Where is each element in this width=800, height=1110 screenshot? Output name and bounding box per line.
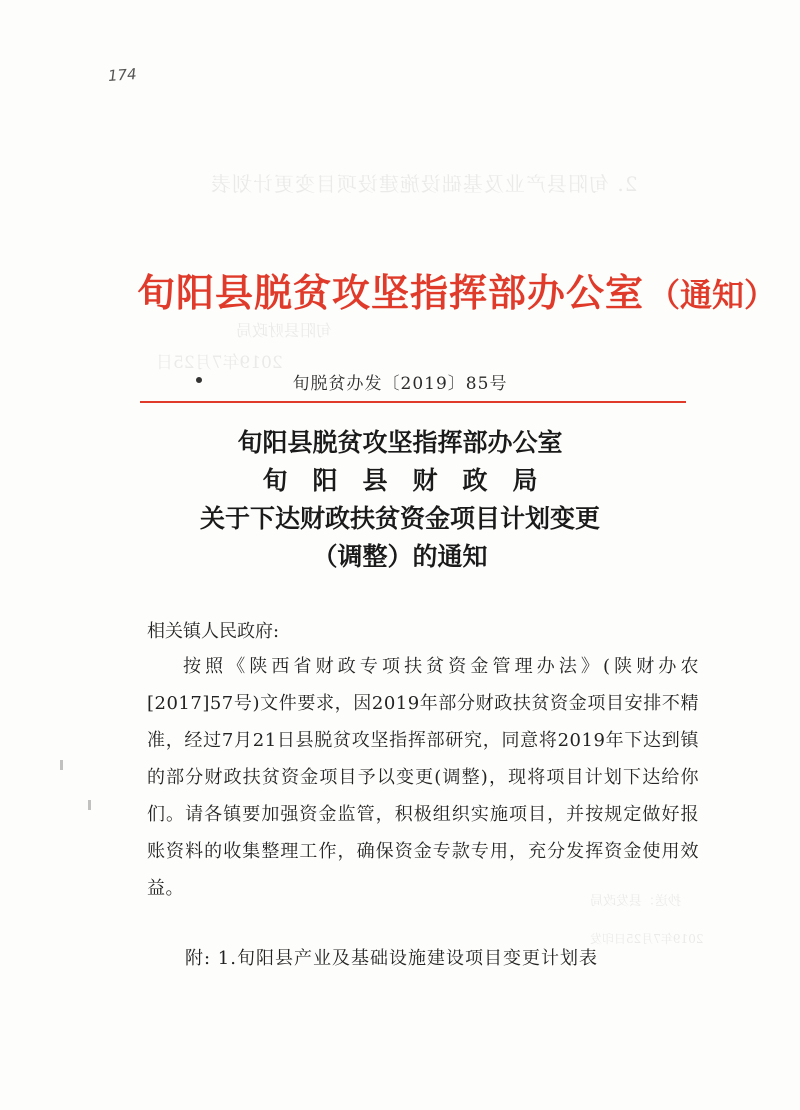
attachment-line: 附: 1.旬阳县产业及基础设施建设项目变更计划表	[185, 948, 598, 969]
scan-edge-mark	[88, 800, 91, 810]
issuer-doc-type: （通知）	[648, 276, 777, 314]
title-line-4: （调整）的通知	[312, 542, 488, 571]
issuer-name: 旬阳县脱贫攻坚指挥部办公室	[137, 270, 645, 315]
title-line-1: 旬阳县脱贫攻坚指挥部办公室	[237, 428, 563, 457]
salutation: 相关镇人民政府:	[147, 621, 280, 642]
bleed-through-text: 2. 旬阳县产业及基础设施建设项目变更计划表	[210, 172, 638, 196]
red-divider-line	[140, 401, 686, 403]
bleed-through-text: 2019年7月25日印发	[590, 932, 704, 946]
bleed-through-text: 2019年7月25日	[156, 353, 283, 373]
body-paragraph: 按照《陕西省财政专项扶贫资金管理办法》(陕财办农[2017]57号)文件要求，因2019年部分财政扶贫资金项目安排不精准，经过7月21日县脱贫攻坚指挥部研究，同意将2019年下达到镇的部分财政扶贫资金项目予以变更(调整)，现将项目计划下达给你们。请各镇要加强资金监管，积极组织实施项目，并按规定做好报账资料的收集整理工作，确保资金专款专用，充分发挥资金使用效益。	[147, 656, 699, 899]
bleed-through-text: 旬阳县财政局	[236, 321, 333, 340]
scan-edge-mark	[60, 760, 63, 770]
document-number: 旬脱贫办发〔2019〕85号	[292, 374, 508, 394]
title-line-3: 关于下达财政扶贫资金项目计划变更	[199, 504, 600, 533]
document-title	[0, 424, 800, 576]
issuer-header	[137, 262, 777, 317]
title-line-2: 旬阳县财政局	[262, 466, 563, 495]
bleed-through-text: 抄送：县发改局	[590, 894, 682, 909]
handwritten-page-number: 174	[107, 65, 138, 85]
